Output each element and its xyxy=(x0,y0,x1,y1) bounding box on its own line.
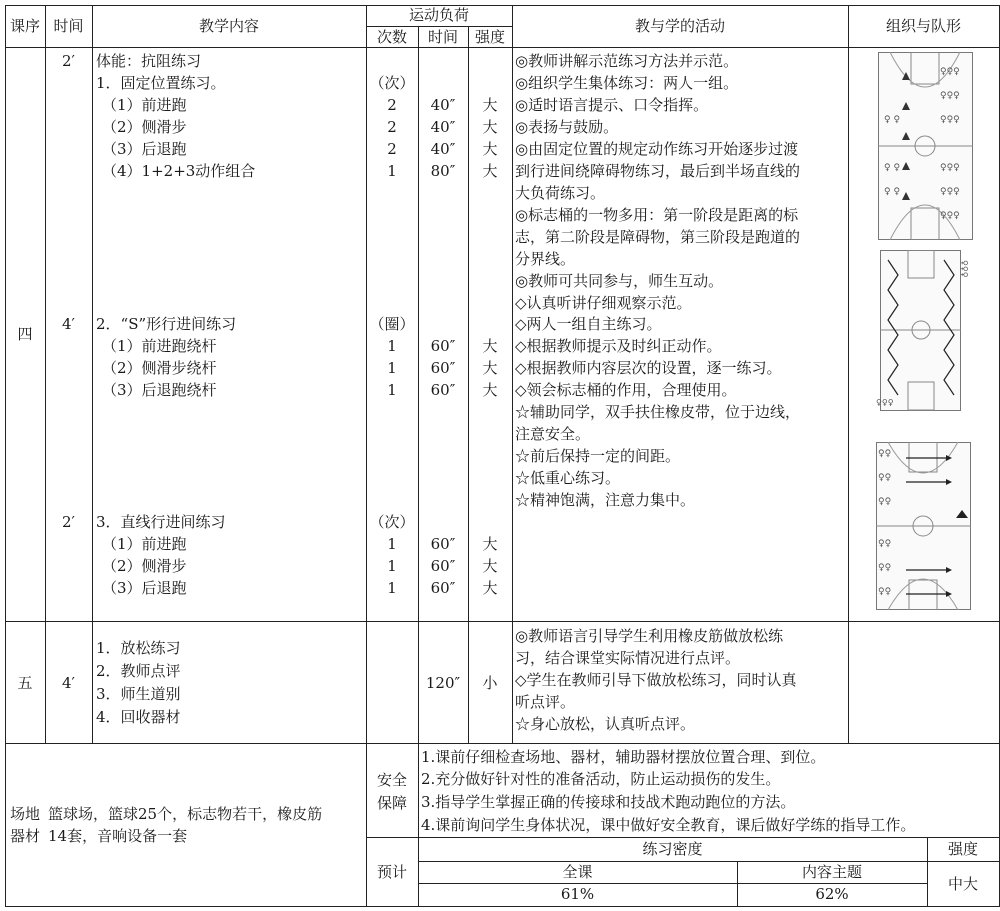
activity-line: 大负荷练习。 xyxy=(515,184,606,202)
header-lesson: 课序 xyxy=(9,17,40,35)
activity-line: 听点评。 xyxy=(515,693,576,711)
content-line: （1）前进跑 xyxy=(102,96,187,114)
svg-text:♀♀♀: ♀♀♀ xyxy=(940,163,960,173)
count-cell: 2 xyxy=(387,140,397,158)
svg-text:♀♀♀: ♀♀♀ xyxy=(940,67,960,77)
activity-line: ◎由固定位置的规定动作练习开始逐步过渡 xyxy=(515,140,799,158)
header-load: 运动负荷 xyxy=(408,6,469,24)
count-cell: （次） xyxy=(369,513,415,531)
count-cell: 1 xyxy=(387,359,397,377)
whole-lesson-label: 全课 xyxy=(562,863,593,881)
safety-item: 4.课前询问学生身体状况，课中做好安全教育，课后做好学练的指导工作。 xyxy=(421,816,916,834)
svg-text:♀♀♀: ♀♀♀ xyxy=(940,91,960,101)
activity-line: ◇认真听讲仔细观察示范。 xyxy=(515,294,692,312)
activity-line: 习，结合课堂实际情况进行点评。 xyxy=(515,649,741,667)
activity-line: ☆前后保持一定的间距。 xyxy=(515,447,681,465)
content-line: 3．师生道别 xyxy=(96,685,181,703)
intensity-cell: 大 xyxy=(482,118,498,136)
venue-text: 篮球场，篮球25个，标志物若干，橡皮筋 xyxy=(48,805,323,823)
time-cell: 40″ xyxy=(430,96,456,114)
content-line: （2）侧滑步绕杆 xyxy=(102,359,217,377)
activity-line: ◎组织学生集体练习：两人一组。 xyxy=(515,74,739,92)
lesson-number-4: 四 xyxy=(17,325,33,343)
time-cell: 60″ xyxy=(430,535,456,553)
header-activity: 教与学的活动 xyxy=(634,17,725,35)
count-cell: 1 xyxy=(387,535,397,553)
footer-intensity-label: 强度 xyxy=(947,840,978,858)
safety-item: 3.指导学生掌握正确的传接球和技战术跑动跑位的方法。 xyxy=(421,793,796,811)
activity-line: ◎教师语言引导学生利用橡皮筋做放松练 xyxy=(515,627,784,645)
svg-text:♀ ♀: ♀ ♀ xyxy=(884,115,901,125)
count-cell: （圈） xyxy=(369,315,415,333)
svg-text:♀♀♀: ♀♀♀ xyxy=(960,260,969,278)
content-line: 体能：抗阻练习 xyxy=(96,52,202,70)
time-5: 4′ xyxy=(62,674,75,692)
content-line: （3）后退跑 xyxy=(102,140,187,158)
activity-line: 到行进间绕障碍物练习，最后到半场直线的 xyxy=(515,162,801,180)
intensity-cell: 大 xyxy=(482,359,498,377)
count-cell: 1 xyxy=(387,557,397,575)
time-cell: 60″ xyxy=(430,337,456,355)
content-line: （1）前进跑 xyxy=(102,535,187,553)
header-load-time: 时间 xyxy=(427,28,458,46)
activity-line: ◎教师可共同参与，师生互动。 xyxy=(515,272,724,290)
time-cell: 60″ xyxy=(430,381,456,399)
intensity-cell: 大 xyxy=(482,535,498,553)
count-cell: 1 xyxy=(387,579,397,597)
activity-line: 分界线。 xyxy=(515,250,576,268)
count-cell: （次） xyxy=(369,74,415,92)
svg-text:♀♀: ♀♀ xyxy=(878,587,892,597)
count-cell: 2 xyxy=(387,118,397,136)
formation-diagram-straight-line xyxy=(876,442,971,610)
content-line: 1．固定位置练习。 xyxy=(96,74,226,92)
safety-label-2: 保障 xyxy=(376,794,407,812)
intensity-cell: 大 xyxy=(482,557,498,575)
estimate-label: 预计 xyxy=(376,863,407,881)
header-count: 次数 xyxy=(376,28,407,46)
activity-line: ◎表扬与鼓励。 xyxy=(515,118,619,136)
time-cell: 60″ xyxy=(430,579,456,597)
svg-text:♀♀: ♀♀ xyxy=(878,539,892,549)
svg-text:♀ ♀: ♀ ♀ xyxy=(884,187,901,197)
header-time: 时间 xyxy=(53,17,84,35)
activity-line: ☆辅助同学，双手扶住橡皮带，位于边线， xyxy=(515,403,801,421)
activity-line: ◎标志桶的一物多用：第一阶段是距离的标 xyxy=(515,206,799,224)
intensity-cell: 小 xyxy=(482,674,498,692)
count-cell: 1 xyxy=(387,381,397,399)
activity-line: 注意安全。 xyxy=(515,425,591,443)
svg-text:♀ ♀: ♀ ♀ xyxy=(884,163,901,173)
lesson-number-5: 五 xyxy=(17,674,33,692)
svg-text:♀♀♀: ♀♀♀ xyxy=(940,211,960,221)
content-line: 2．“S”形行进间练习 xyxy=(96,315,237,333)
header-content: 教学内容 xyxy=(198,17,259,35)
content-line: （2）侧滑步 xyxy=(102,118,187,136)
svg-text:♀♀: ♀♀ xyxy=(878,449,892,459)
intensity-cell: 大 xyxy=(482,381,498,399)
formation-diagram-fixed-position xyxy=(878,52,973,240)
count-cell: 1 xyxy=(387,162,397,180)
footer-intensity-value: 中大 xyxy=(947,875,978,893)
whole-lesson-value: 61% xyxy=(560,885,595,903)
activity-line: 志，第二阶段是障碍物，第三阶段是跑道的 xyxy=(515,228,801,246)
safety-label-1: 安全 xyxy=(376,771,407,789)
intensity-cell: 大 xyxy=(482,162,498,180)
content-line: 2．教师点评 xyxy=(96,662,181,680)
time-cell: 60″ xyxy=(430,557,456,575)
activity-line: ◇学生在教师引导下做放松练习，同时认真 xyxy=(515,671,797,689)
content-line: （4）1+2+3动作组合 xyxy=(102,162,256,180)
time-4-1: 2′ xyxy=(62,52,75,70)
time-4-3: 2′ xyxy=(62,513,75,531)
intensity-cell: 大 xyxy=(482,337,498,355)
content-line: 3．直线行进间练习 xyxy=(96,513,226,531)
activity-line: ◇根据教师内容层次的设置，逐一练习。 xyxy=(515,359,782,377)
content-line: （1）前进跑绕杆 xyxy=(102,337,217,355)
intensity-cell: 大 xyxy=(482,579,498,597)
time-cell: 120″ xyxy=(425,674,461,692)
svg-text:♀♀: ♀♀ xyxy=(878,563,892,573)
svg-text:♀♀: ♀♀ xyxy=(878,497,892,507)
svg-text:♀♀♀: ♀♀♀ xyxy=(940,115,960,125)
time-cell: 40″ xyxy=(430,118,456,136)
count-cell: 2 xyxy=(387,96,397,114)
content-line: （3）后退跑绕杆 xyxy=(102,381,217,399)
venue-text: 14套，音响设备一套 xyxy=(48,827,188,845)
time-cell: 40″ xyxy=(430,140,456,158)
time-4-2: 4′ xyxy=(62,315,75,333)
density-label: 练习密度 xyxy=(642,840,703,858)
activity-line: ◇领会标志桶的作用，合理使用。 xyxy=(515,381,737,399)
formation-diagram-s-shape xyxy=(876,250,974,412)
activity-line: ◇根据教师提示及时纠正动作。 xyxy=(515,337,722,355)
activity-line: ☆身心放松，认真听点评。 xyxy=(515,715,696,733)
svg-text:♀♀♀: ♀♀♀ xyxy=(876,398,894,407)
time-cell: 60″ xyxy=(430,359,456,377)
count-cell: 1 xyxy=(387,337,397,355)
content-line: 1．放松练习 xyxy=(96,639,181,657)
activity-line: ☆精神饱满，注意力集中。 xyxy=(515,491,696,509)
activity-line: ☆低重心练习。 xyxy=(515,469,621,487)
header-intensity: 强度 xyxy=(474,28,505,46)
content-line: 4．回收器材 xyxy=(96,708,181,726)
svg-text:♀♀♀: ♀♀♀ xyxy=(940,187,960,197)
content-line: （2）侧滑步 xyxy=(102,557,187,575)
venue-label-2: 器材 xyxy=(9,827,40,845)
safety-item: 1.课前仔细检查场地、器材，辅助器材摆放位置合理、到位。 xyxy=(421,748,826,766)
intensity-cell: 大 xyxy=(482,140,498,158)
venue-label-1: 场地 xyxy=(9,805,40,823)
topic-label: 内容主题 xyxy=(801,863,862,881)
header-formation: 组织与队形 xyxy=(885,17,961,35)
intensity-cell: 大 xyxy=(482,96,498,114)
time-cell: 80″ xyxy=(430,162,456,180)
safety-item: 2.充分做好针对性的准备活动，防止运动损伤的发生。 xyxy=(421,770,781,788)
activity-line: ◎教师讲解示范练习方法并示范。 xyxy=(515,52,739,70)
topic-value: 62% xyxy=(815,885,849,903)
svg-text:♀♀: ♀♀ xyxy=(878,473,892,483)
content-line: （3）后退跑 xyxy=(102,579,187,597)
activity-line: ◇两人一组自主练习。 xyxy=(515,315,662,333)
activity-line: ◎适时语言提示、口令指挥。 xyxy=(515,96,709,114)
